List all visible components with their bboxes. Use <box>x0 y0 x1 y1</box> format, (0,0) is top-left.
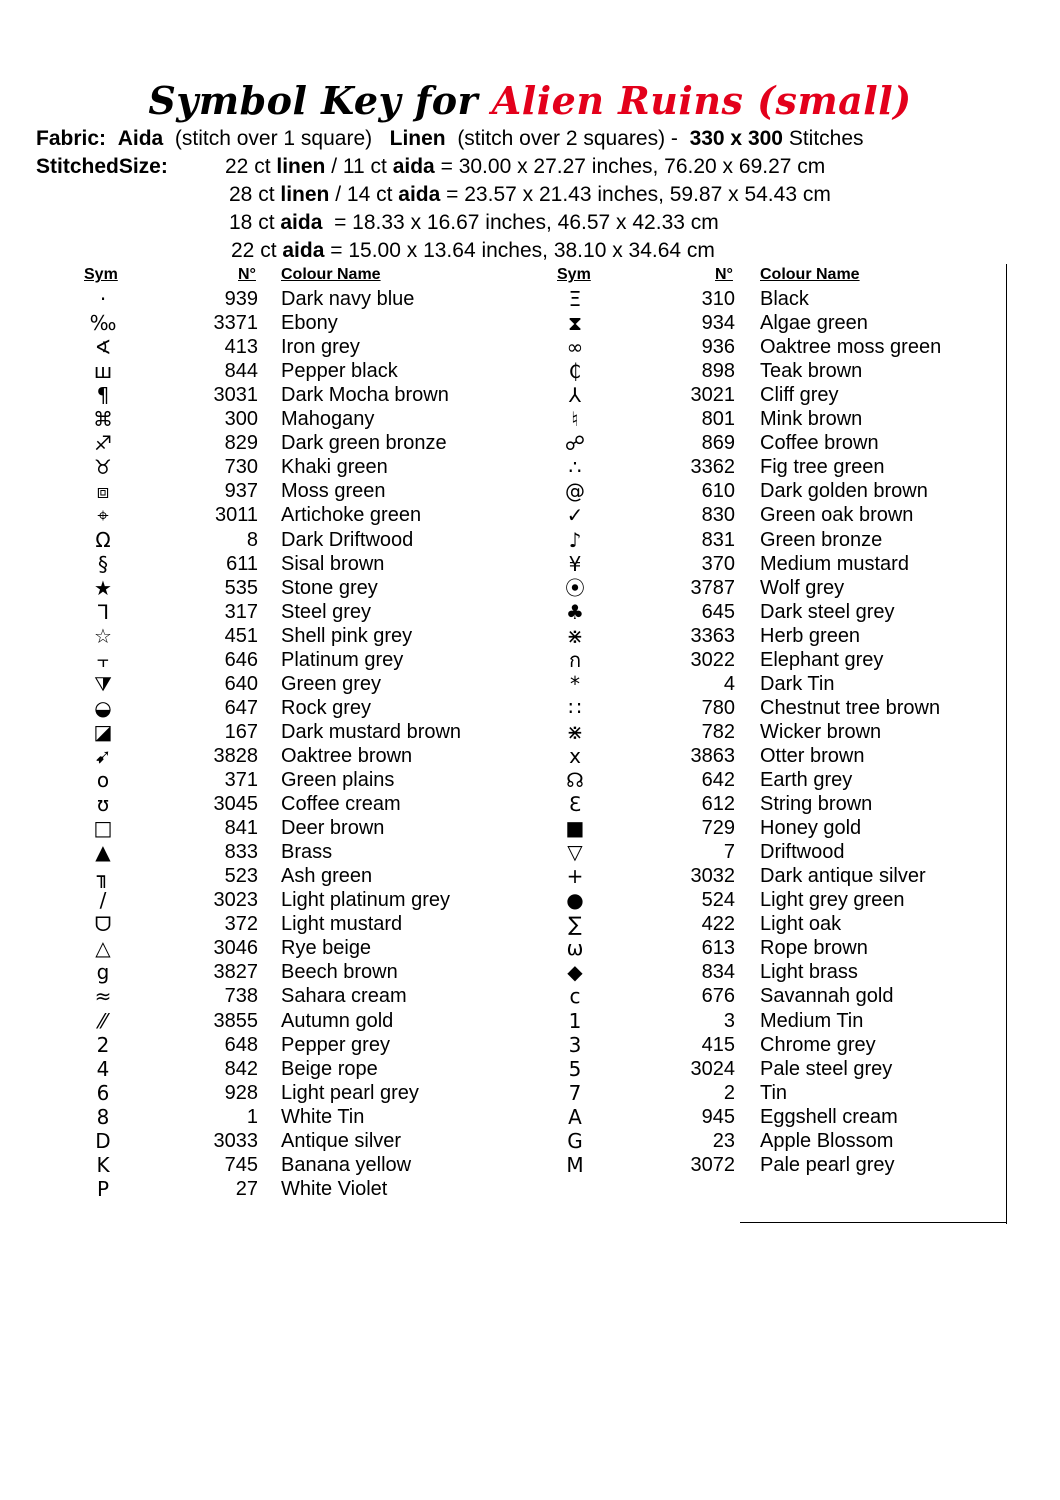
right-row-colour-name: Dark golden brown <box>760 480 928 502</box>
left-row-colour-name: Pepper grey <box>281 1034 390 1056</box>
right-row-number: 801 <box>701 408 735 430</box>
left-row-colour-name: Autumn gold <box>281 1010 394 1032</box>
right-row-number: 612 <box>701 793 735 815</box>
right-row-symbol: ⋇ <box>566 624 584 648</box>
left-row-colour-name: Stone grey <box>281 577 378 599</box>
left-row-colour-name: Banana yellow <box>281 1154 412 1176</box>
right-row-number: 780 <box>701 697 735 719</box>
left-row-colour-name: Dark mustard brown <box>281 721 462 743</box>
right-row-colour-name: Apple Blossom <box>760 1130 894 1152</box>
bottom-border-line <box>740 1222 1007 1223</box>
size-row-4: 22 ct aida = 15.00 x 13.64 inches, 38.10 x 34.64 cm <box>231 239 715 262</box>
fabric-aida: Aida <box>117 127 164 150</box>
left-row-colour-name: Platinum grey <box>281 649 404 671</box>
right-row-number: 645 <box>701 601 735 623</box>
left-row-symbol: ‰ <box>89 311 117 335</box>
right-row-symbol: ∞ <box>566 335 584 359</box>
right-row-number: 310 <box>701 288 735 310</box>
left-row-number: 3827 <box>213 961 258 983</box>
right-row-number: 3362 <box>690 456 735 478</box>
left-row-colour-name: Ebony <box>281 312 338 334</box>
right-row-symbol: ▽ <box>567 840 583 864</box>
right-row-symbol: ● <box>566 888 584 912</box>
right-row-symbol: ∑ <box>568 912 582 936</box>
title-prefix: Symbol Key for <box>148 78 479 123</box>
right-row-number: 830 <box>701 504 735 526</box>
right-row-colour-name: Black <box>760 288 809 310</box>
left-row-symbol: ≈ <box>94 984 112 1008</box>
right-row-symbol: 5 <box>568 1057 582 1081</box>
right-row-symbol: ◆ <box>567 960 583 984</box>
left-row-colour-name: Moss green <box>281 480 386 502</box>
right-row-colour-name: Dark antique silver <box>760 865 926 887</box>
right-row-colour-name: Green oak brown <box>760 504 914 526</box>
right-row-number: 3024 <box>690 1058 735 1080</box>
right-row-colour-name: Light grey green <box>760 889 905 911</box>
right-row-symbol: ϲ <box>569 984 581 1008</box>
right-row-number: 831 <box>701 529 735 551</box>
left-row-number: 8 <box>246 529 258 551</box>
left-row-colour-name: Oaktree brown <box>281 745 413 767</box>
page-title <box>0 78 1060 123</box>
right-row-symbol: A <box>568 1105 582 1129</box>
right-row-colour-name: Wicker brown <box>760 721 882 743</box>
left-row-number: 3031 <box>213 384 258 406</box>
right-row-symbol: ☊ <box>566 768 584 792</box>
right-row-number: 3022 <box>690 649 735 671</box>
right-row-colour-name: Savannah gold <box>760 985 894 1007</box>
left-row-colour-name: White Tin <box>281 1106 365 1128</box>
left-row-symbol: ⧩ <box>94 672 112 696</box>
left-row-colour-name: Pepper black <box>281 360 398 382</box>
right-row-colour-name: Teak brown <box>760 360 863 382</box>
left-row-symbol: 2 <box>96 1033 110 1057</box>
right-row-colour-name: Medium mustard <box>760 553 909 575</box>
right-row-symbol: ₵ <box>568 359 582 383</box>
right-row-number: 898 <box>701 360 735 382</box>
right-row-number: 610 <box>701 480 735 502</box>
right-row-number: 613 <box>701 937 735 959</box>
left-row-colour-name: Green grey <box>281 673 382 695</box>
size-row-2: 28 ct linen / 14 ct aida = 23.57 x 21.43 inches, 59.87 x 54.43 cm <box>229 183 831 206</box>
left-row-symbol: ш <box>93 359 113 383</box>
left-row-symbol: ⌘ <box>93 407 113 431</box>
left-row-symbol: ♉ <box>94 455 112 479</box>
left-row-number: 535 <box>224 577 258 599</box>
right-row-number: 729 <box>701 817 735 839</box>
right-row-symbol: ⋇ <box>566 720 584 744</box>
right-row-number: 370 <box>701 553 735 575</box>
left-row-symbol: ╖ <box>96 864 110 888</box>
right-row-symbol: ω <box>566 936 584 960</box>
right-row-colour-name: Tin <box>760 1082 788 1104</box>
right-row-colour-name: Pale pearl grey <box>760 1154 895 1176</box>
stitch-count: 330 x 300 <box>689 127 783 150</box>
right-row-symbol: * <box>570 672 580 696</box>
left-row-number: 3855 <box>213 1010 258 1032</box>
left-row-symbol: 6 <box>96 1081 110 1105</box>
right-row-symbol: @ <box>565 479 585 503</box>
left-row-colour-name: Dark green bronze <box>281 432 447 454</box>
left-row-number: 928 <box>224 1082 258 1104</box>
size-row-3: 18 ct aida = 18.33 x 16.67 inches, 46.57 x 42.33 cm <box>229 211 719 234</box>
left-row-number: 3033 <box>213 1130 258 1152</box>
left-row-number: 167 <box>224 721 258 743</box>
left-row-colour-name: Rye beige <box>281 937 372 959</box>
left-row-colour-name: Artichoke green <box>281 504 422 526</box>
stitch-count-suffix: Stitches <box>788 127 864 150</box>
right-row-colour-name: Light oak <box>760 913 842 935</box>
left-row-number: 413 <box>224 336 258 358</box>
left-row-colour-name: Sahara cream <box>281 985 407 1007</box>
right-row-colour-name: Rope brown <box>760 937 868 959</box>
right-row-symbol: ♪ <box>568 528 582 552</box>
left-row-symbol: △ <box>95 936 111 960</box>
right-row-symbol: ∷ <box>568 696 582 720</box>
header-num-left: N° <box>238 266 256 283</box>
left-row-number: 611 <box>226 553 258 575</box>
left-row-number: 842 <box>224 1058 258 1080</box>
right-row-symbol: ℇ <box>568 792 582 816</box>
left-row-colour-name: Dark Driftwood <box>281 529 414 551</box>
right-row-number: 524 <box>701 889 735 911</box>
left-row-symbol: ➹ <box>94 744 112 768</box>
right-row-colour-name: Mink brown <box>760 408 863 430</box>
left-row-number: 730 <box>224 456 258 478</box>
left-row-colour-name: Khaki green <box>281 456 388 478</box>
right-row-symbol: 3 <box>568 1033 582 1057</box>
right-row-number: 3863 <box>690 745 735 767</box>
left-row-symbol: D <box>95 1129 111 1153</box>
stitched-size-label: StitchedSize: <box>36 155 168 178</box>
left-row-symbol: ★ <box>94 576 112 600</box>
left-row-symbol: o <box>96 768 110 792</box>
left-row-colour-name: Deer brown <box>281 817 385 839</box>
left-row-symbol: ◪ <box>93 720 113 744</box>
left-row-number: 3045 <box>213 793 258 815</box>
right-row-colour-name: String brown <box>760 793 873 815</box>
right-row-colour-name: Driftwood <box>760 841 845 863</box>
fabric-label: Fabric: <box>36 127 107 150</box>
left-row-symbol: ∢ <box>94 335 112 359</box>
left-row-symbol: ⫟ <box>96 648 110 672</box>
right-row-number: 869 <box>701 432 735 454</box>
left-row-colour-name: Coffee cream <box>281 793 401 815</box>
left-row-number: 317 <box>224 601 258 623</box>
right-row-colour-name: Herb green <box>760 625 861 647</box>
left-row-symbol: 4 <box>96 1057 110 1081</box>
size-row-1: 22 ct linen / 11 ct aida = 30.00 x 27.27 inches, 76.20 x 69.27 cm <box>225 155 826 178</box>
right-row-number: 834 <box>701 961 735 983</box>
pattern-name: Alien Ruins (small) <box>491 78 912 123</box>
right-row-symbol: + <box>566 864 584 888</box>
right-row-symbol: ∴ <box>568 455 582 479</box>
left-row-symbol: ♐ <box>94 431 112 455</box>
right-row-symbol: ⦿ <box>565 576 585 600</box>
left-row-symbol: ▲ <box>95 840 111 864</box>
left-row-colour-name: Rock grey <box>281 697 372 719</box>
right-row-colour-name: Algae green <box>760 312 868 334</box>
right-row-colour-name: Coffee brown <box>760 432 879 454</box>
header-name-left: Colour Name <box>281 266 381 283</box>
left-row-number: 3046 <box>213 937 258 959</box>
left-row-number: 648 <box>224 1034 258 1056</box>
right-row-colour-name: Green bronze <box>760 529 883 551</box>
right-row-symbol: ♮ <box>571 407 579 431</box>
fabric-aida-note: (stitch over 1 square) <box>174 127 373 150</box>
right-row-colour-name: Cliff grey <box>760 384 839 406</box>
right-row-colour-name: Medium Tin <box>760 1010 864 1032</box>
header-sym-right: Sym <box>557 266 591 283</box>
left-row-number: 371 <box>224 769 258 791</box>
right-row-symbol: M <box>566 1153 584 1177</box>
left-row-symbol: ◒ <box>94 696 112 720</box>
right-row-number: 782 <box>701 721 735 743</box>
right-row-symbol: ✓ <box>566 503 584 527</box>
left-row-colour-name: Beech brown <box>281 961 398 983</box>
left-row-colour-name: Shell pink grey <box>281 625 413 647</box>
right-row-symbol: ก <box>568 648 582 672</box>
left-row-colour-name: Sisal brown <box>281 553 385 575</box>
left-row-number: 523 <box>224 865 258 887</box>
left-row-colour-name: Beige rope <box>281 1058 378 1080</box>
left-row-colour-name: Dark Mocha brown <box>281 384 449 406</box>
right-row-symbol: ¥ <box>568 552 582 576</box>
right-row-colour-name: Light brass <box>760 961 858 983</box>
left-row-symbol: ⁄⁄ <box>99 1009 107 1033</box>
header-sym-left: Sym <box>84 266 118 283</box>
left-row-number: 1 <box>246 1106 258 1128</box>
left-row-colour-name: White Violet <box>281 1178 388 1200</box>
right-row-symbol: x <box>569 744 581 768</box>
left-row-number: 833 <box>224 841 258 863</box>
left-row-number: 939 <box>224 288 258 310</box>
left-row-number: 640 <box>224 673 258 695</box>
left-row-colour-name: Mahogany <box>281 408 375 430</box>
right-row-number: 3787 <box>690 577 735 599</box>
right-row-number: 676 <box>701 985 735 1007</box>
left-row-symbol: ⌖ <box>97 503 109 527</box>
right-row-colour-name: Earth grey <box>760 769 853 791</box>
right-row-symbol: ■ <box>565 816 585 840</box>
right-row-colour-name: Eggshell cream <box>760 1106 898 1128</box>
left-row-number: 3828 <box>213 745 258 767</box>
right-row-number: 415 <box>701 1034 735 1056</box>
left-row-symbol: § <box>98 552 108 576</box>
left-row-symbol: P <box>96 1177 110 1201</box>
left-row-colour-name: Iron grey <box>281 336 360 358</box>
right-row-colour-name: Wolf grey <box>760 577 845 599</box>
left-row-symbol: ᒣ <box>96 600 110 624</box>
left-row-symbol: ¶ <box>96 383 110 407</box>
right-row-symbol: ☍ <box>564 431 586 455</box>
left-row-symbol: ☆ <box>94 624 112 648</box>
right-row-colour-name: Oaktree moss green <box>760 336 942 358</box>
right-row-symbol: ♣ <box>566 600 584 624</box>
right-row-number: 3032 <box>690 865 735 887</box>
left-row-number: 3371 <box>213 312 258 334</box>
left-row-number: 647 <box>224 697 258 719</box>
left-row-colour-name: Steel grey <box>281 601 372 623</box>
left-row-number: 841 <box>224 817 258 839</box>
left-row-colour-name: Green plains <box>281 769 395 791</box>
left-row-number: 937 <box>224 480 258 502</box>
left-row-colour-name: Light platinum grey <box>281 889 450 911</box>
right-row-symbol: Ξ <box>568 287 582 311</box>
left-row-number: 738 <box>224 985 258 1007</box>
header-name-right: Colour Name <box>760 266 860 283</box>
right-row-number: 3363 <box>690 625 735 647</box>
right-row-number: 945 <box>701 1106 735 1128</box>
left-row-symbol: □ <box>93 816 113 840</box>
left-row-colour-name: Dark navy blue <box>281 288 415 310</box>
right-row-number: 2 <box>723 1082 735 1104</box>
fabric-linen: Linen <box>389 127 446 150</box>
right-row-colour-name: Dark steel grey <box>760 601 895 623</box>
left-row-number: 3023 <box>213 889 258 911</box>
right-row-colour-name: Dark Tin <box>760 673 835 695</box>
right-row-colour-name: Chrome grey <box>760 1034 876 1056</box>
right-row-number: 642 <box>701 769 735 791</box>
right-row-number: 7 <box>723 841 735 863</box>
right-row-colour-name: Pale steel grey <box>760 1058 893 1080</box>
right-row-number: 934 <box>701 312 735 334</box>
right-row-colour-name: Otter brown <box>760 745 865 767</box>
left-row-colour-name: Light mustard <box>281 913 403 935</box>
left-row-symbol: ᗜ <box>94 912 112 936</box>
right-row-number: 422 <box>701 913 735 935</box>
left-row-number: 745 <box>224 1154 258 1176</box>
left-row-number: 844 <box>224 360 258 382</box>
fabric-line <box>36 127 864 151</box>
left-row-number: 451 <box>224 625 258 647</box>
left-row-number: 829 <box>224 432 258 454</box>
left-row-number: 3011 <box>214 504 258 526</box>
right-row-number: 4 <box>723 673 735 695</box>
left-row-colour-name: Light pearl grey <box>281 1082 419 1104</box>
left-row-colour-name: Brass <box>281 841 333 863</box>
right-row-symbol: ⧗ <box>567 311 583 335</box>
left-row-symbol: ⧈ <box>96 479 110 503</box>
right-row-colour-name: Chestnut tree brown <box>760 697 941 719</box>
right-row-symbol: ⅄ <box>568 383 582 407</box>
left-row-number: 27 <box>235 1178 258 1200</box>
left-row-number: 646 <box>224 649 258 671</box>
left-row-symbol: / <box>99 888 107 912</box>
right-row-number: 936 <box>701 336 735 358</box>
right-row-number: 3021 <box>690 384 735 406</box>
right-row-colour-name: Honey gold <box>760 817 862 839</box>
left-row-symbol: Ω <box>95 528 111 552</box>
fabric-linen-note: (stitch over 2 squares) - <box>457 127 678 150</box>
left-row-symbol: g <box>96 960 110 984</box>
left-row-colour-name: Ash green <box>281 865 373 887</box>
right-border-line <box>1006 264 1007 1224</box>
left-row-symbol: K <box>96 1153 110 1177</box>
left-row-symbol: · <box>99 287 107 311</box>
right-row-symbol: G <box>567 1129 583 1153</box>
right-row-number: 23 <box>712 1130 735 1152</box>
right-row-colour-name: Elephant grey <box>760 649 884 671</box>
left-row-number: 372 <box>224 913 258 935</box>
right-row-colour-name: Fig tree green <box>760 456 885 478</box>
header-num-right: N° <box>715 266 733 283</box>
left-row-symbol: ʊ <box>96 792 110 816</box>
right-row-number: 3 <box>723 1010 735 1032</box>
left-row-colour-name: Antique silver <box>281 1130 402 1152</box>
right-row-number: 3072 <box>690 1154 735 1176</box>
left-row-number: 300 <box>224 408 258 430</box>
right-row-symbol: 1 <box>568 1009 582 1033</box>
right-row-symbol: 7 <box>568 1081 582 1105</box>
left-row-symbol: 8 <box>96 1105 110 1129</box>
